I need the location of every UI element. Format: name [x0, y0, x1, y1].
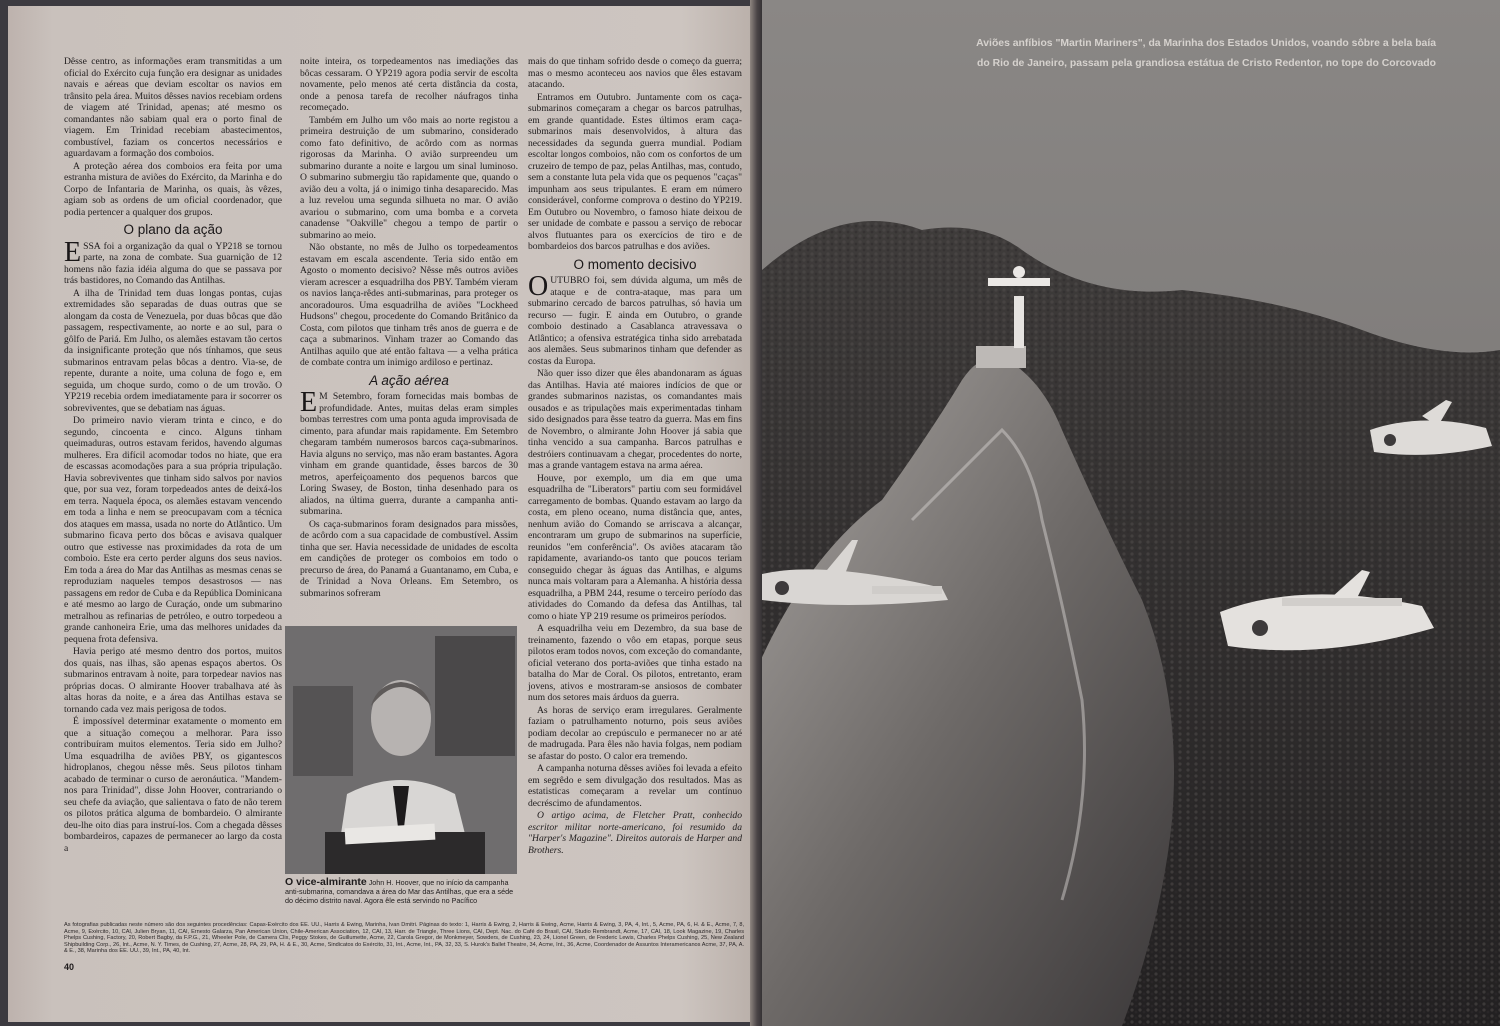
- paragraph: A campanha noturna dêsses aviões foi levada a efeito em segrêdo e sem divulgação dos resultados. Mas as estatisticas começaram a revelar um contínuo decréscimo de afundamentos.: [528, 763, 742, 809]
- paragraph: A esquadrilha veiu em Dezembro, da sua base de treinamento, fazendo o vôo em etapas, porque seus pilotos eram todos novos, com exceção do comandante, oficial veterano dos porta-aviões que tinha estado na batalha do Mar de Coral. Os pilotos, entretanto, eram jovens, ativos e mostraram-se ansiosos de combater num dos setores mais árduos da guerra.: [528, 623, 742, 703]
- paragraph: A ilha de Trinidad tem duas longas pontas, cujas extremidades são separadas de duas outras que se alongam da costa de Venezuela, por duas bôcas que dão passagem, respectivamente, ao norte e ao sul, para o gôlfo de Pariá. Em Julho, os alemães estavam tão certos da insignificante proteção que nós tínhamos, que seus submarinos entravam pelas bôcas a dentro. Via-se, de repente, durante a noite, uma coluna de fogo e, em seguida, um choque surdo, como o de um trovão. O YP219 recebia ordem imediatamente para ir socorrer os sobreviventes, que se debatiam nas águas.: [64, 287, 282, 414]
- headline-line-2: do Rio de Janeiro, passam pela grandiosa estátua de Cristo Redentor, no tope do Corcovado: [976, 58, 1436, 69]
- paragraph: Os caça-submarinos foram designados para missões, de acôrdo com a sua capacidade de combustível. Assim tinha que ser. Havia necessidade de unidades de escolta em candições de proteger os comboios em todo o precurso de área, do Panamá a Guantanamo, em Cuba, e de Trinidad a Nova Orleans. Em Setembro, os submarinos sofreram: [300, 518, 518, 599]
- portrait-illustration: [285, 626, 517, 874]
- headline-line-1: Aviões anfíbios "Martin Mariners", da Marinha dos Estados Unidos, voando sôbre a bela baía: [976, 38, 1436, 49]
- paragraph: noite inteira, os torpedeamentos nas imediações das bôcas cessaram. O YP219 agora podia servir de escolta novamente, pelo menos até certa distância da costa, onde a penosa tarefa de recolher náufragos tinha recomeçado.: [300, 56, 518, 113]
- paragraph: E M Setembro, foram fornecidas mais bombas de profundidade. Antes, muitas delas eram simples bombas terrestres com uma ponta aguda improvisada de cimento, para afundar mais rapidamente. Em Setembro chegaram também numerosos barcos caça-submarinos. Havia alguns no serviço, mas não eram bastantes. Agora vinham em grande quantidade, êsses barcos de 30 metros, aperfeiçoamento dos pequenos barcos que Loring Swasey, de Boston, tinha desenhado para os aliados, na última guerra, durante a campanha anti-submarina.: [300, 387, 518, 517]
- drop-cap: E: [64, 236, 82, 268]
- paragraph: Dêsse centro, as informações eram transmitidas a um oficial do Exército cuja função era designar as unidades navais e aéreas que deviam escoltar os navios em trânsito pela área. Muitos dêsses navios recebiam ordens de viagem até Trinidad, apenas; até mesmo os comandantes não sabiam qual era o porto final de viagem. Em Trinidad recebiam abastecimentos, combustível, faziam os concertos necessários e aguardavam a formação dos comboios.: [64, 56, 282, 159]
- aerial-photo-corcovado: [762, 0, 1500, 1026]
- paragraph: Também em Julho um vôo mais ao norte registou a primeira destruição de um submarino, considerado como fato definitivo, de acôrdo com as normas rigorosas da Marinha. O avião surpreendeu um submarino durante a noite e largou um sinal luminoso. O submarino submergiu tão rapidamente que, quando o avião deu a volta, já o inimigo tinha desaparecido. Mas a luz revelou uma segunda silhueta no mar. O avião avariou o submarino, com uma bomba e a corveta canadense "Oakville" chegou a tempo de partir o submarino ao meio.: [300, 114, 518, 241]
- author-note: O artigo acima, de Fletcher Pratt, conhecido escritor militar norte-americano, foi resumido da "Harper's Magazine". Direitos autorais de Harper and Brothers.: [528, 810, 742, 856]
- caption-lead: O vice-almirante: [285, 876, 367, 888]
- text-column-2: [300, 56, 518, 600]
- paragraph: ESSA foi a organização da qual o YP218 se tornou parte, na zona de combate. Sua guarnição de 12 homens não fazia idéia alguma do que se passava por trás bastidores, no Comando das Antilhas.: [64, 236, 282, 286]
- paragraph: Entramos em Outubro. Juntamente com os caça-submarinos começaram a chegar os barcos patrulhas, em grande quantidade. Estes últimos eram caça-submarinos mais desenvolvidos, à altura das necessidades da segunda guerra mundial. Podiam escoltar longos comboios, não com os confortos de um cruzeiro de tempo de paz, pelas Antilhas, mas, contudo, sem a constante luta pela vida que os pequenos "caças" impunham aos seus tripulantes. E eram em número considerável, conforme comprova o destino do YP219. Em Outubro ou Novembro, o famoso hiate deixou de ser unidade de combate e passou a serviço de rebocar alvos flutuantes para os exercícios de tiro e de bombardeios dos barcos patrulhas e dos aviões.: [528, 91, 742, 252]
- text-column-3: [528, 56, 742, 857]
- paragraph: As horas de serviço eram irregulares. Geralmente faziam o patrulhamento noturno, pois seus aviões podiam decolar ao crepúsculo e permanecer no ar até de madrugada. Para êles não havia folgas, nem podiam se afastar do posto. O calor era tremendo.: [528, 704, 742, 762]
- paragraph: A proteção aérea dos comboios era feita por uma estranha mistura de aviões do Exército, da Marinha e do Corpo de Infantaria de Marinha, os quais, às vêzes, agiam sob as ordens de um oficial coordenador, que podia pertencer a qualquer dos grupos.: [64, 160, 282, 218]
- drop-cap: E: [300, 387, 318, 418]
- text-column-1: [64, 56, 282, 855]
- section-heading-plano: O plano da ação: [123, 222, 223, 237]
- photo-credits: As fotografias publicadas neste número são dos seguintes procedências: Capas-Exército dos EE. UU., Harris & Ewing, Marinha, Ivan Dmitri. Páginas do texto: 1, Harris & Ewing, 2, Harris & Ewing, Acme, Harris & Ewing, 3, PA, 4, Int., 5, Acme, PA, 6, H. & E., Acme, 7, 8, Acme, 9, Exército, 10, CAI, Julien Bryan, 11, CAI, Ernesto Galarza, Pan American Union, Chile-American Association, 12, CAI, 13, Harr. de Triangle, Three Lions, CAI, Dept. Nac. do Café do Brasil, CAI, Studio Rembrandt, Acme, 17, CAI, 18, Look Magazine, 19, Charles Phelps Cushing, Factory, 20, Robert Bagby, da F.P.G., 21, Wheeler Pole, de Camera Clix, Peggy Stokes, de Guillumette, Acme, 22, Carola Gregor, de Monkmeyer, Sowders, de Cushing, 23, 24, Lionel Green, de Frederic Lewis, Charles Phelps Cushing, 25, New Zealand Shipbuilding Corp., 26, Int., Acme, N. Y. Times, de Cushing, 27, Acme, 28, PA, 29, PA, H. & E., 30, Acme, Sindicatos do Exército, 31, Int., Acme, Int., PA, 32, 33, S. Hurok's Ballet Theatre, 34, Acme, Int., 36, Acme, Coordenador de Assuntos Interamericanos Acme, 37, PA, A. & E., 38, Marinha dos EE. UU., 39, Int., PA, 40, Int.: [64, 922, 744, 955]
- paragraph: Não quer isso dizer que êles abandonaram as águas das Antilhas. Havia até maiores indícios de que or grandes submarinos nazistas, os comandantes mais ousados e as tripulações mais experimentadas tinham sido designados para êsse teatro da guerra. Mas em fins de Novembro, o almirante John Hoover já sabia que tinha vencido a sua campanha. Barcos patrulhas e destróiers continuavam a chegar, procedentes do norte, mas a grande vantagem estava na arma aérea.: [528, 368, 742, 471]
- page-number: 40: [64, 962, 75, 972]
- paragraph: OUTUBRO foi, sem dúvida alguma, um mês de ataque e de contra-ataque, mas para um submarino cercado de barcos patrulhas, só havia um recurso — fugir. E ainda em Outubro, o grande comboio destinado a Casablanca atravessava o Atlântico; a ofensiva estratégica tinha sido arrebatada aos alemães. Seus submarinos tinham que defender as costas da Europa.: [528, 271, 742, 367]
- caption-body: John H. Hoover, que no início da campanha anti-submarina, comandava a área do Mar das Antilhas, que era a séde do décimo distrito naval. Agora êle está servindo no Pacífico: [285, 878, 514, 905]
- section-heading-acao: A ação aérea: [369, 372, 449, 388]
- paragraph: Não obstante, no mês de Julho os torpedeamentos estavam em escala ascendente. Teria sido então em Agosto o momento decisivo? Nêsse mês outros aviões vieram acrescer a esquadrilha dos PBY. Também vieram os navios lança-rêdes anti-submarinas, para proteger os ancoradouros. Uma esquadrilha de aviões "Lockheed Hudsons" chegou, procedente do Comando Britânico da Costa, com pilotos que tinham três anos de guerra e de caça a submarinos. Vinham trazer ao Comando das Antilhas aquilo que até então faltava — a velha prática de combate contra um inimigo ardiloso e pertinaz.: [300, 242, 518, 368]
- paragraph: mais do que tinham sofrido desde o começo da guerra; mas o mesmo aconteceu aos navios que êles estavam atacando.: [528, 56, 742, 90]
- photo-headline: [976, 34, 1436, 74]
- portrait-photo: [285, 626, 517, 874]
- paragraph: Houve, por exemplo, um dia em que uma esquadrilha de "Liberators" partiu com seu formidável carregamento de bombas. Quando estavam ao largo da costa, em pleno oceano, numa distância que, antes, nenhum avião do Comando se arriscava a alcançar, encontraram um grupo de submarinos na superfície, reunidos "em conferência". Os aviões atacaram tão rapidamente, avariando-os tanto que poucos teriam conseguido chegar às águas das Antilhas, e algums nunca mais voltaram para a Alemanha. A história dessa esquadrilha, a PBM 244, resume o terceiro período das atividades do Comando da defesa das Antilhas, tal como o hiate YP 219 resume os primeiros períodos.: [528, 472, 742, 622]
- drop-cap: O: [528, 271, 549, 302]
- photo-caption: [285, 878, 521, 905]
- right-page-photo: [762, 0, 1500, 1026]
- paragraph: Do primeiro navio vieram trinta e cinco, e do segundo, cincoenta e cinco. Alguns tinham queimaduras, outros estavam feridos, havendo algumas mulheres. Era difícil acomodar todos no hiate, que era de escassas acomodações para a sua própria tripulação. Havia sobreviventes que tinham sido salvos por navios que, por sua vez, foram torpedeados antes de deixá-los em terra. Naquela época, os alemães estavam vencendo em toda a linha e nem se preocupavam com a técnica dos ataques em massa, usada no norte do Atlântico. Um submarino ficava perto dos bôcas e avisava qualquer outro que estivesse nas proximidades da rota de um comboio. Este era certo perder alguns dos seus navios. Em toda a área do Mar das Antilhas as mesmas cenas se reproduziam naqueles tempos desastrosos — nas passagens em redor de Cuba e da República Dominicana e até mesmo ao largo de Curaçáo, onde um submarino metralhou as refinarias de petróleo, e outro torpedeou a grande canhoneira Erie, uma das melhores unidades da pequena frota defensiva.: [64, 415, 282, 645]
- section-heading-momento: O momento decisivo: [573, 256, 697, 272]
- paragraph: Havia perigo até mesmo dentro dos portos, muitos dos quais, nas ilhas, são apenas espaços abertos. Os submarinos entravam à noite, para torpedear navios nas próprias docas. O almirante Hoover trabalhava até às altas horas da noite, e a área das Antilhas estava se tornando cada vez mais perigosa de todos.: [64, 646, 282, 715]
- paragraph: É impossível determinar exatamente o momento em que a situação começou a melhorar. Para isso contribuíram muitos elementos. Teria sido em Julho? Uma esquadrilha de aviões PBY, os gigantescos hidroplanos, chegou nêsse mês. Seus pilotos tinham acabado de terminar o curso de aeronáutica. "Mandem-nos para Trinidad", disse John Hoover, contrariando o seu chefe da aviação, que salientava o fato de não terem os pilotos prática alguma de bombardeio. O almirante deu-lhe oito dias para instruí-los. Com a chegada dêsses bombardeiros, capazes de permanecer ao largo da costa a: [64, 716, 282, 854]
